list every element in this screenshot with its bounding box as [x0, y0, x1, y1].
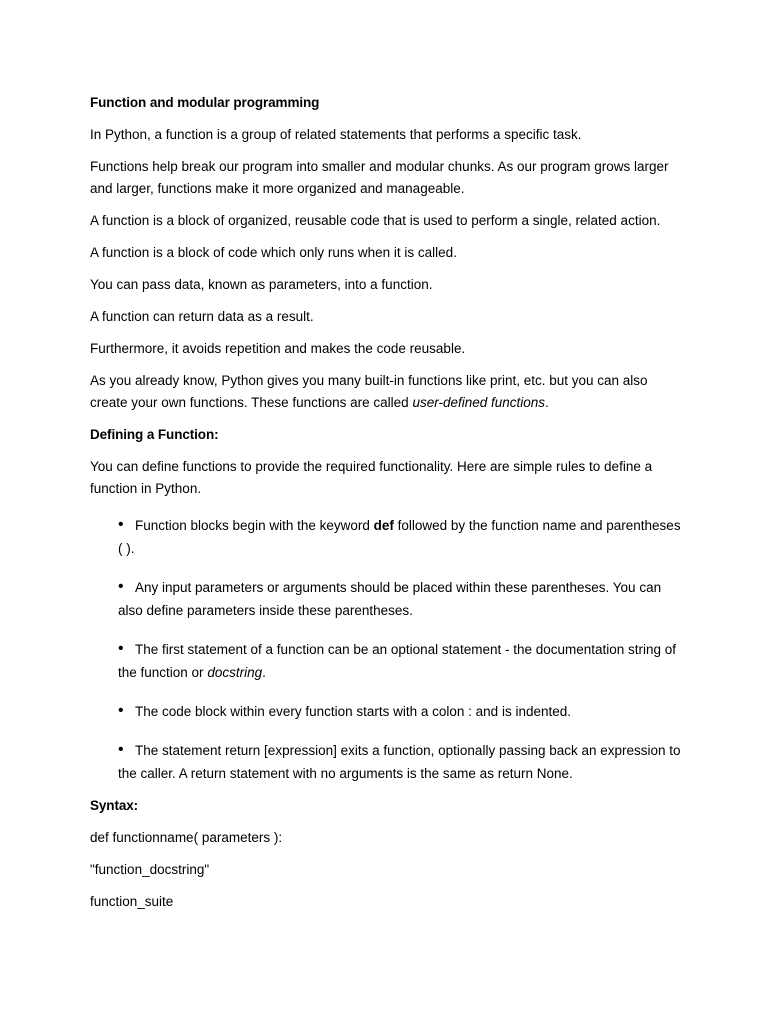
bullet-text-4: The code block within every function starts with a colon : and is indented.: [135, 704, 571, 719]
bullet-text-5: The statement return [expression] exits a function, optionally passing back an expression to the caller. A return statement with no arguments is the same as return None.: [118, 743, 681, 781]
intro-paragraph-5: You can pass data, known as parameters, into a function.: [90, 277, 433, 292]
bullet-text-3b: .: [262, 665, 266, 680]
intro-paragraph-6: A function can return data as a result.: [90, 309, 314, 324]
builtin-text-before: As you already know, Python gives you many built-in functions like print, etc. but you can also create your own functions. These functions are called: [90, 373, 648, 410]
user-defined-functions-term: user-defined functions: [412, 395, 546, 410]
bullet-icon: •: [118, 640, 124, 657]
builtin-functions-paragraph: [90, 370, 682, 414]
list-item: [118, 576, 682, 622]
bullet-text-1a: Function blocks begin with the keyword: [135, 518, 374, 533]
syntax-line-docstring: "function_docstring": [90, 862, 210, 877]
list-item: [118, 514, 682, 560]
bullet-text-2: Any input parameters or arguments should be placed within these parentheses. You can also define parameters inside these parentheses.: [118, 580, 662, 618]
intro-paragraph-3: A function is a block of organized, reusable code that is used to perform a single, related action.: [90, 213, 661, 228]
builtin-text-after: .: [545, 395, 549, 410]
defining-function-paragraph: You can define functions to provide the required functionality. Here are simple rules to define a function in Python.: [90, 459, 653, 496]
defining-function-heading: Defining a Function:: [90, 427, 219, 442]
syntax-line-suite: function_suite: [90, 894, 174, 909]
list-item: [118, 638, 682, 684]
list-item: [118, 700, 682, 723]
docstring-term: docstring: [207, 665, 263, 680]
intro-paragraph-7: Furthermore, it avoids repetition and makes the code reusable.: [90, 341, 466, 356]
bullet-icon: •: [118, 516, 124, 533]
bullet-icon: •: [118, 578, 124, 595]
document-title: Function and modular programming: [90, 95, 320, 110]
document-page: [90, 92, 682, 923]
bullet-text-3a: The first statement of a function can be an optional statement - the documentation string of the function or: [118, 642, 677, 680]
syntax-line-def: def functionname( parameters ):: [90, 830, 283, 845]
intro-paragraph-4: A function is a block of code which only runs when it is called.: [90, 245, 457, 260]
intro-paragraph-1: In Python, a function is a group of related statements that performs a specific task.: [90, 127, 582, 142]
bullet-icon: •: [118, 702, 124, 719]
syntax-heading: Syntax:: [90, 798, 139, 813]
bullet-icon: •: [118, 741, 124, 758]
bullet-text-1b: followed by the function name and parentheses ( ).: [118, 518, 681, 556]
def-keyword: def: [373, 518, 394, 533]
intro-paragraph-2: Functions help break our program into smaller and modular chunks. As our program grows larger and larger, functions make it more organized and manageable.: [90, 159, 669, 196]
list-item: [118, 739, 682, 785]
rules-list: [90, 514, 682, 785]
